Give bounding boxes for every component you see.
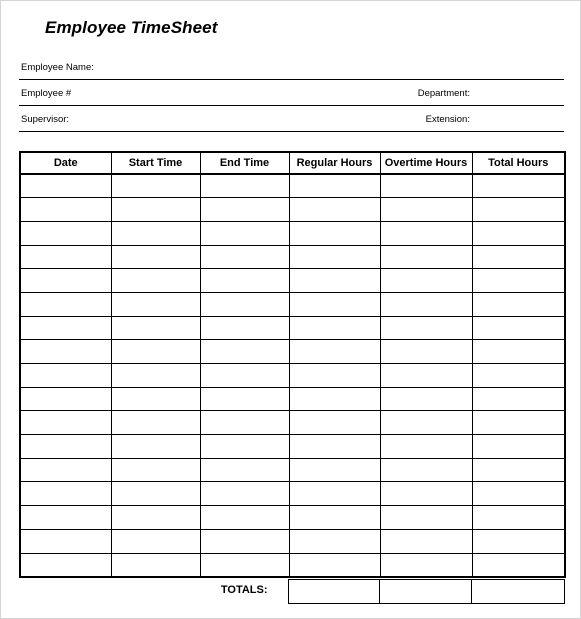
date-cell[interactable] <box>20 198 111 222</box>
table-row <box>20 553 565 577</box>
date-cell[interactable] <box>20 221 111 245</box>
end-time-cell[interactable] <box>200 482 289 506</box>
overtime-hours-cell[interactable] <box>380 435 472 459</box>
employee-number-row[interactable] <box>19 84 564 106</box>
start-time-cell[interactable] <box>111 553 200 577</box>
overtime-hours-cell[interactable] <box>380 553 472 577</box>
total-hours-cell[interactable] <box>472 340 565 364</box>
end-time-cell[interactable] <box>200 316 289 340</box>
total-hours-cell[interactable] <box>472 529 565 553</box>
totals-regular-hours-cell[interactable] <box>288 580 379 604</box>
regular-hours-cell[interactable] <box>289 506 380 530</box>
total-hours-cell[interactable] <box>472 482 565 506</box>
total-hours-cell[interactable] <box>472 458 565 482</box>
end-time-cell[interactable] <box>200 553 289 577</box>
table-row <box>20 174 565 198</box>
regular-hours-cell[interactable] <box>289 174 380 198</box>
overtime-hours-cell[interactable] <box>380 458 472 482</box>
overtime-hours-cell[interactable] <box>380 482 472 506</box>
end-time-cell[interactable] <box>200 364 289 388</box>
regular-hours-cell[interactable] <box>289 316 380 340</box>
start-time-cell[interactable] <box>111 245 200 269</box>
regular-hours-cell[interactable] <box>289 221 380 245</box>
regular-hours-cell[interactable] <box>289 411 380 435</box>
start-time-cell[interactable] <box>111 221 200 245</box>
table-row <box>20 198 565 222</box>
table-row <box>20 482 565 506</box>
table-row <box>20 387 565 411</box>
start-time-cell[interactable] <box>111 387 200 411</box>
date-cell[interactable] <box>20 174 111 198</box>
regular-hours-cell[interactable] <box>289 269 380 293</box>
table-body <box>20 174 565 577</box>
start-time-cell[interactable] <box>111 340 200 364</box>
totals-total-hours-cell[interactable] <box>471 580 564 604</box>
table-row <box>20 316 565 340</box>
regular-hours-cell[interactable] <box>289 553 380 577</box>
end-time-cell[interactable] <box>200 292 289 316</box>
start-time-cell[interactable] <box>111 458 200 482</box>
date-cell[interactable] <box>20 269 111 293</box>
start-time-cell[interactable] <box>111 482 200 506</box>
date-cell[interactable] <box>20 340 111 364</box>
overtime-hours-cell[interactable] <box>380 269 472 293</box>
regular-hours-cell[interactable] <box>289 458 380 482</box>
total-hours-cell[interactable] <box>472 198 565 222</box>
start-time-cell[interactable] <box>111 269 200 293</box>
date-cell[interactable] <box>20 387 111 411</box>
column-header-end-time: End Time <box>200 152 289 174</box>
end-time-cell[interactable] <box>200 529 289 553</box>
regular-hours-cell[interactable] <box>289 340 380 364</box>
total-hours-cell[interactable] <box>472 506 565 530</box>
regular-hours-cell[interactable] <box>289 387 380 411</box>
regular-hours-cell[interactable] <box>289 435 380 459</box>
total-hours-cell[interactable] <box>472 553 565 577</box>
date-cell[interactable] <box>20 411 111 435</box>
regular-hours-cell[interactable] <box>289 198 380 222</box>
start-time-cell[interactable] <box>111 292 200 316</box>
start-time-cell[interactable] <box>111 529 200 553</box>
total-hours-cell[interactable] <box>472 364 565 388</box>
date-cell[interactable] <box>20 458 111 482</box>
column-header-start-time: Start Time <box>111 152 200 174</box>
table-row <box>20 529 565 553</box>
start-time-cell[interactable] <box>111 506 200 530</box>
total-hours-cell[interactable] <box>472 221 565 245</box>
end-time-cell[interactable] <box>200 198 289 222</box>
start-time-cell[interactable] <box>111 364 200 388</box>
overtime-hours-cell[interactable] <box>380 174 472 198</box>
timesheet-table <box>19 151 566 578</box>
regular-hours-cell[interactable] <box>289 245 380 269</box>
date-cell[interactable] <box>20 529 111 553</box>
overtime-hours-cell[interactable] <box>380 387 472 411</box>
table-row <box>20 221 565 245</box>
table-header-row <box>20 152 565 174</box>
end-time-cell[interactable] <box>200 221 289 245</box>
overtime-hours-cell[interactable] <box>380 506 472 530</box>
total-hours-cell[interactable] <box>472 269 565 293</box>
regular-hours-cell[interactable] <box>289 482 380 506</box>
end-time-cell[interactable] <box>200 340 289 364</box>
overtime-hours-cell[interactable] <box>380 529 472 553</box>
table-row <box>20 435 565 459</box>
totals-overtime-hours-cell[interactable] <box>379 580 471 604</box>
overtime-hours-cell[interactable] <box>380 411 472 435</box>
overtime-hours-cell[interactable] <box>380 364 472 388</box>
start-time-cell[interactable] <box>111 174 200 198</box>
employee-number-label: Employee # <box>21 88 72 99</box>
table-row <box>20 292 565 316</box>
table-row <box>20 506 565 530</box>
table-row <box>20 245 565 269</box>
date-cell[interactable] <box>20 435 111 459</box>
end-time-cell[interactable] <box>200 174 289 198</box>
overtime-hours-cell[interactable] <box>380 340 472 364</box>
employee-name-row[interactable] <box>19 58 564 80</box>
overtime-hours-cell[interactable] <box>380 245 472 269</box>
total-hours-cell[interactable] <box>472 387 565 411</box>
regular-hours-cell[interactable] <box>289 292 380 316</box>
end-time-cell[interactable] <box>200 387 289 411</box>
table-row <box>20 364 565 388</box>
date-cell[interactable] <box>20 245 111 269</box>
end-time-cell[interactable] <box>200 411 289 435</box>
page-title: Employee TimeSheet <box>45 18 218 37</box>
total-hours-cell[interactable] <box>472 411 565 435</box>
regular-hours-cell[interactable] <box>289 364 380 388</box>
totals-row <box>19 579 565 604</box>
table-row <box>20 458 565 482</box>
overtime-hours-cell[interactable] <box>380 316 472 340</box>
table-row <box>20 340 565 364</box>
supervisor-row[interactable] <box>19 110 564 132</box>
start-time-cell[interactable] <box>111 198 200 222</box>
totals-label: TOTALS: <box>220 583 268 596</box>
start-time-cell[interactable] <box>111 435 200 459</box>
date-cell[interactable] <box>20 292 111 316</box>
total-hours-cell[interactable] <box>472 174 565 198</box>
column-header-regular-hours: Regular Hours <box>289 152 380 174</box>
end-time-cell[interactable] <box>200 506 289 530</box>
overtime-hours-cell[interactable] <box>380 198 472 222</box>
end-time-cell[interactable] <box>200 269 289 293</box>
end-time-cell[interactable] <box>200 245 289 269</box>
date-cell[interactable] <box>20 553 111 577</box>
date-cell[interactable] <box>20 506 111 530</box>
total-hours-cell[interactable] <box>472 435 565 459</box>
column-header-overtime-hours: Overtime Hours <box>380 152 472 174</box>
department-label: Department: <box>417 88 470 99</box>
end-time-cell[interactable] <box>200 458 289 482</box>
start-time-cell[interactable] <box>111 411 200 435</box>
table-row <box>20 269 565 293</box>
table-row <box>20 411 565 435</box>
date-cell[interactable] <box>20 482 111 506</box>
overtime-hours-cell[interactable] <box>380 221 472 245</box>
extension-label: Extension: <box>425 114 470 125</box>
date-cell[interactable] <box>20 364 111 388</box>
supervisor-label: Supervisor: <box>21 114 70 125</box>
employee-name-label: Employee Name: <box>21 62 94 73</box>
date-cell[interactable] <box>20 316 111 340</box>
total-hours-cell[interactable] <box>472 245 565 269</box>
column-header-date: Date <box>20 152 111 174</box>
overtime-hours-cell[interactable] <box>380 292 472 316</box>
regular-hours-cell[interactable] <box>289 529 380 553</box>
end-time-cell[interactable] <box>200 435 289 459</box>
start-time-cell[interactable] <box>111 316 200 340</box>
column-header-total-hours: Total Hours <box>472 152 565 174</box>
total-hours-cell[interactable] <box>472 292 565 316</box>
total-hours-cell[interactable] <box>472 316 565 340</box>
